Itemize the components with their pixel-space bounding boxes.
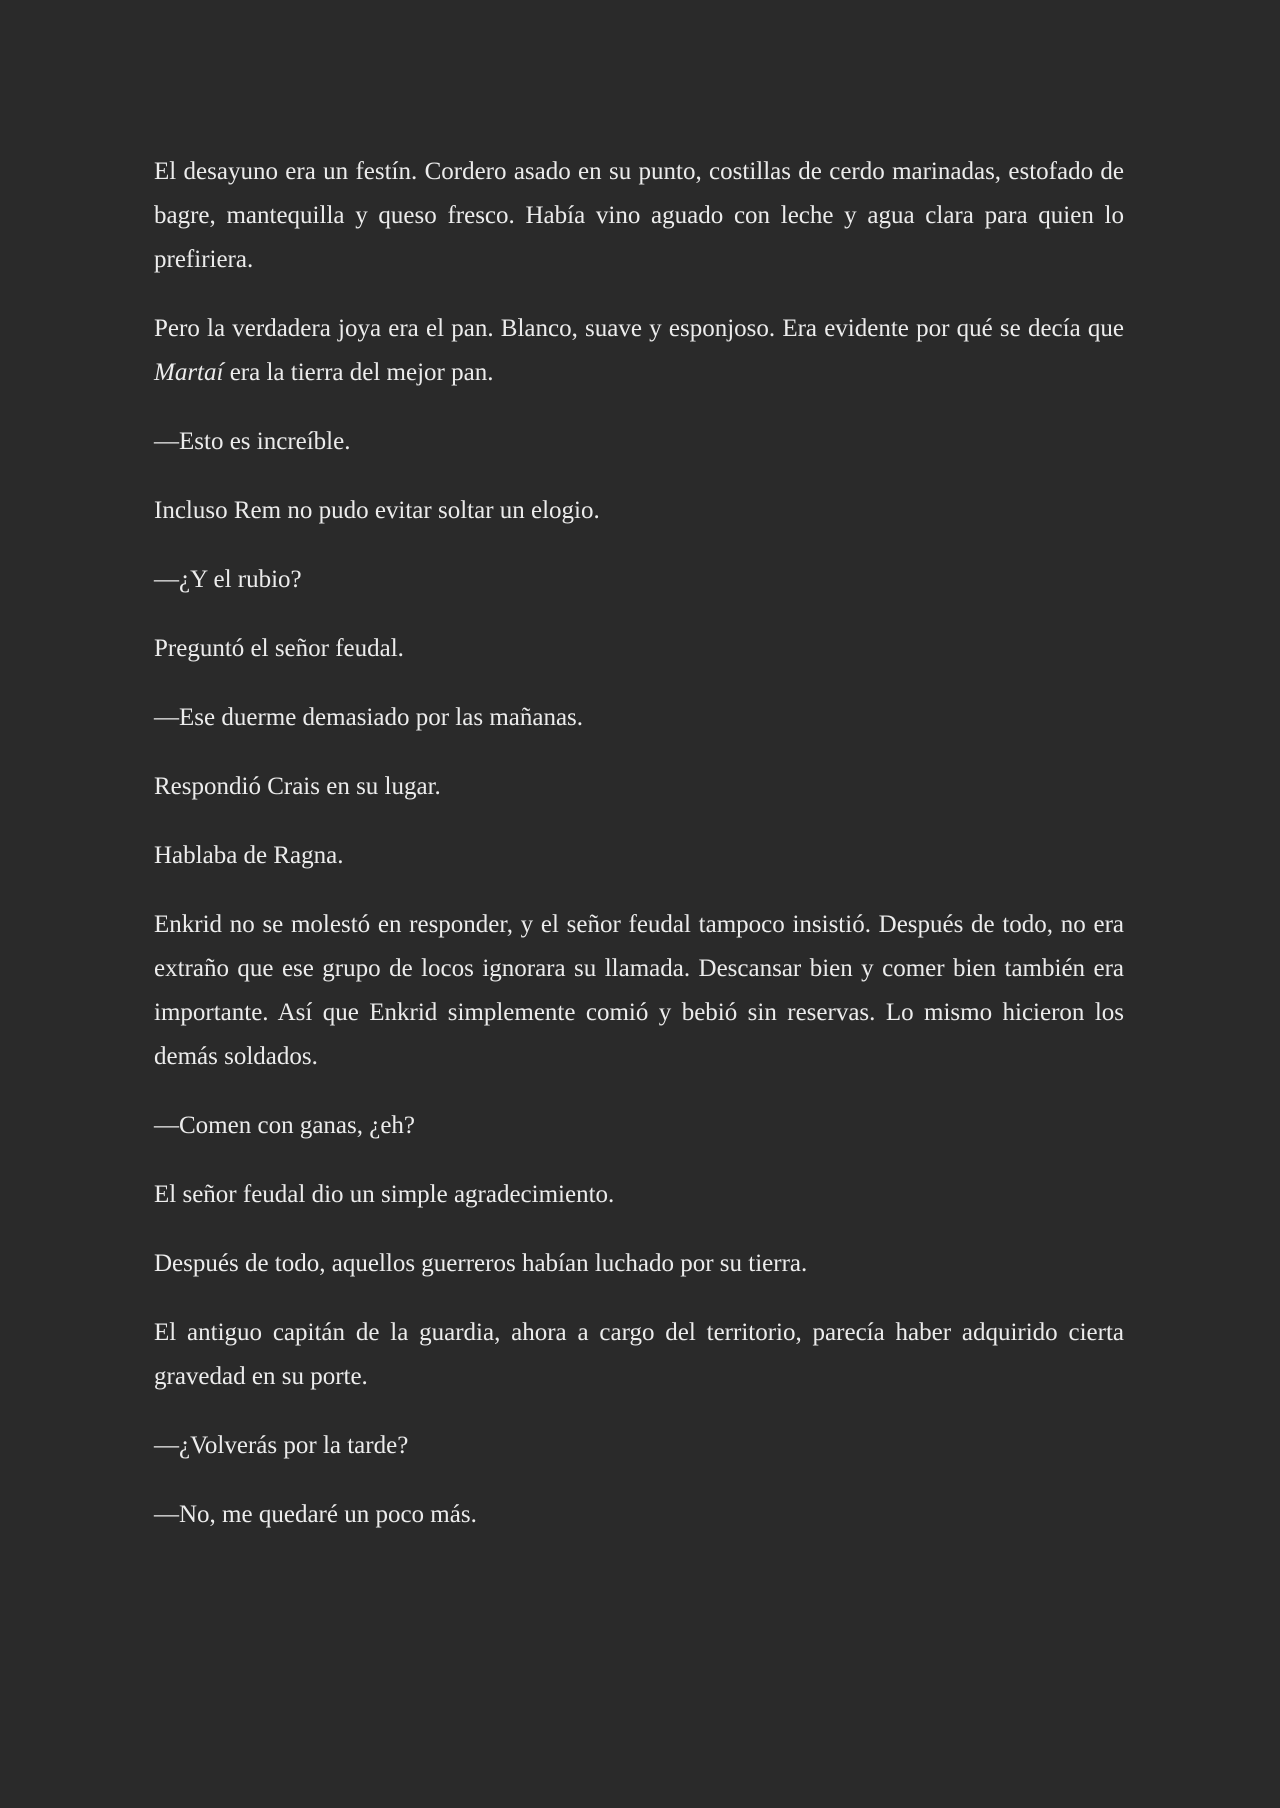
place-name-martai: Martaí: [154, 359, 224, 386]
paragraph-captain: El antiguo capitán de la guardia, ahora a cargo del territorio, parecía haber adquirido cierta gravedad en su porte.: [154, 1319, 1124, 1390]
dialogue-line: —¿Y el rubio?: [154, 566, 302, 593]
paragraph: Respondió Crais en su lugar.: [154, 773, 441, 800]
dialogue-line: —Ese duerme demasiado por las mañanas.: [154, 704, 584, 731]
dialogue-line: —Comen con ganas, ¿eh?: [154, 1112, 416, 1139]
paragraph: El señor feudal dio un simple agradecimiento.: [154, 1181, 615, 1208]
paragraph-enkrid: Enkrid no se molestó en responder, y el señor feudal tampoco insistió. Después de todo, no era extraño que ese grupo de locos ignorara su llamada. Descansar bien y comer bien también era importante. Así que Enkrid simplemente comió y bebió sin reservas. Lo mismo hicieron los demás soldados.: [154, 911, 1124, 1070]
paragraph: Preguntó el señor feudal.: [154, 635, 404, 662]
chapter-text: [154, 150, 1124, 1562]
paragraph: Después de todo, aquellos guerreros habían luchado por su tierra.: [154, 1250, 808, 1277]
paragraph-breakfast-feast: El desayuno era un festín. Cordero asado en su punto, costillas de cerdo marinadas, estofado de bagre, mantequilla y queso fresco. Había vino aguado con leche y agua clara para quien lo prefiriera.: [154, 158, 1124, 273]
dialogue-line: —Esto es increíble.: [154, 428, 351, 455]
dialogue-line: —No, me quedaré un poco más.: [154, 1501, 477, 1528]
dialogue-line: —¿Volverás por la tarde?: [154, 1432, 409, 1459]
paragraph: Hablaba de Ragna.: [154, 842, 344, 869]
paragraph: Incluso Rem no pudo evitar soltar un elogio.: [154, 497, 600, 524]
paragraph-bread: Pero la verdadera joya era el pan. Blanco, suave y esponjoso. Era evidente por qué se decía que Martaí era la tierra del mejor pan.: [154, 315, 1124, 386]
